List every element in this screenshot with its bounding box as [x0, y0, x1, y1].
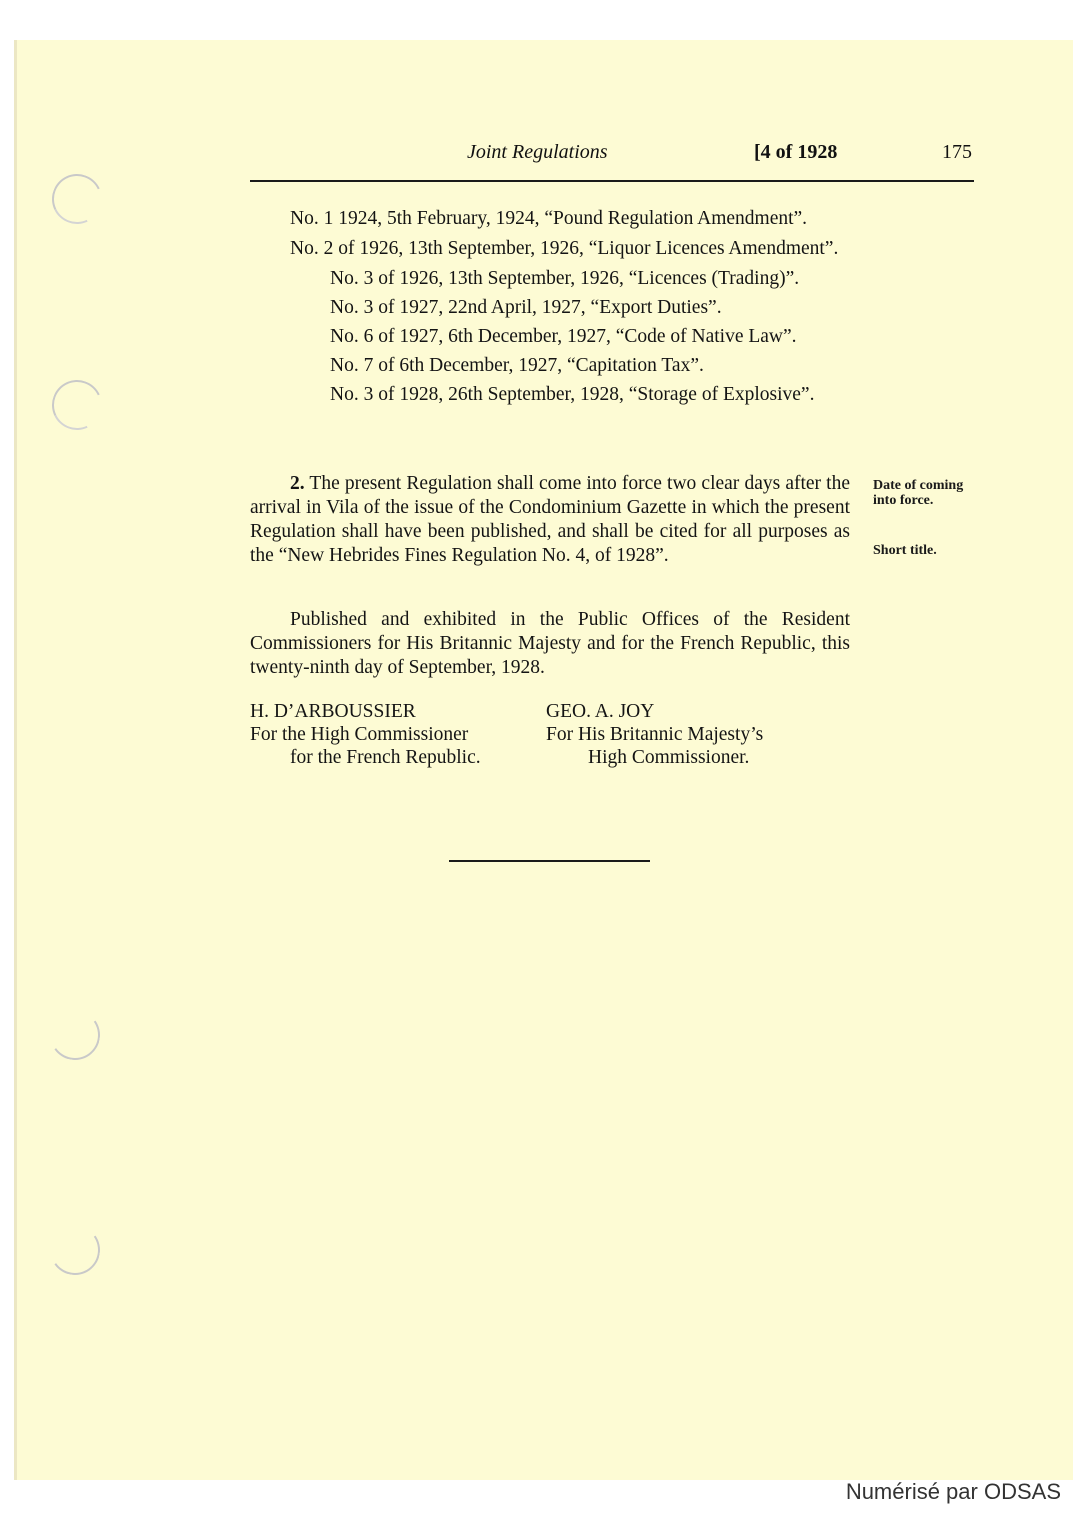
page-number: 175 — [942, 141, 972, 163]
section-number: 2. — [290, 473, 305, 494]
signature-block-right — [546, 700, 763, 769]
signatory-title: For His Britannic Majesty’s — [546, 724, 764, 745]
running-header — [250, 141, 972, 167]
list-item: No. 6 of 1927, 6th December, 1927, “Code of Native Law”. — [330, 326, 797, 347]
list-item: No. 3 of 1928, 26th September, 1928, “Storage of Explosive”. — [330, 384, 815, 405]
list-item: No. 3 of 1927, 22nd April, 1927, “Export Duties”. — [330, 297, 722, 318]
signatory-name: H. D’ARBOUSSIER — [250, 701, 416, 722]
page-edge — [14, 40, 17, 1480]
list-item: No. 2 of 1926, 13th September, 1926, “Liquor Licences Amendment”. — [290, 238, 839, 259]
digitization-credit: Numérisé par ODSAS — [845, 1479, 1061, 1504]
signatory-title: for the French Republic. — [290, 747, 481, 768]
list-item: No. 7 of 6th December, 1927, “Capitation Tax”. — [330, 355, 704, 376]
signatory-title: High Commissioner. — [588, 747, 750, 768]
signature-block-left — [250, 700, 481, 769]
publication-note — [250, 608, 850, 686]
header-regulation-number: [4 of 1928 — [754, 141, 838, 163]
list-item: No. 3 of 1926, 13th September, 1926, “Licences (Trading)”. — [330, 268, 800, 289]
header-rule — [250, 180, 974, 182]
side-note-short-title: Short title. — [873, 543, 937, 558]
regulation-list — [250, 207, 850, 412]
signatory-name: GEO. A. JOY — [546, 701, 655, 722]
list-item: No. 1 1924, 5th February, 1924, “Pound Regulation Amendment”. — [290, 208, 808, 229]
signatory-title: For the High Commissioner — [250, 724, 469, 745]
side-note-date-of-coming-into-force: Date of coming into force. — [873, 478, 964, 508]
section-2 — [250, 472, 850, 574]
header-title: Joint Regulations — [467, 141, 608, 163]
end-rule — [449, 860, 650, 862]
section-text: The present Regulation shall come into force two clear days after the arrival in Vila of the issue of the Condominium Gazette in which the present Regulation shall have been published, and shall be cited for all purposes as the “New Hebrides Fines Regulation No. 4, of 1928”. — [250, 473, 850, 566]
published-text: Published and exhibited in the Public Offices of the Resident Commissioners for His Britannic Majesty and for the French Republic, this twenty-ninth day of September, 1928. — [250, 609, 850, 678]
